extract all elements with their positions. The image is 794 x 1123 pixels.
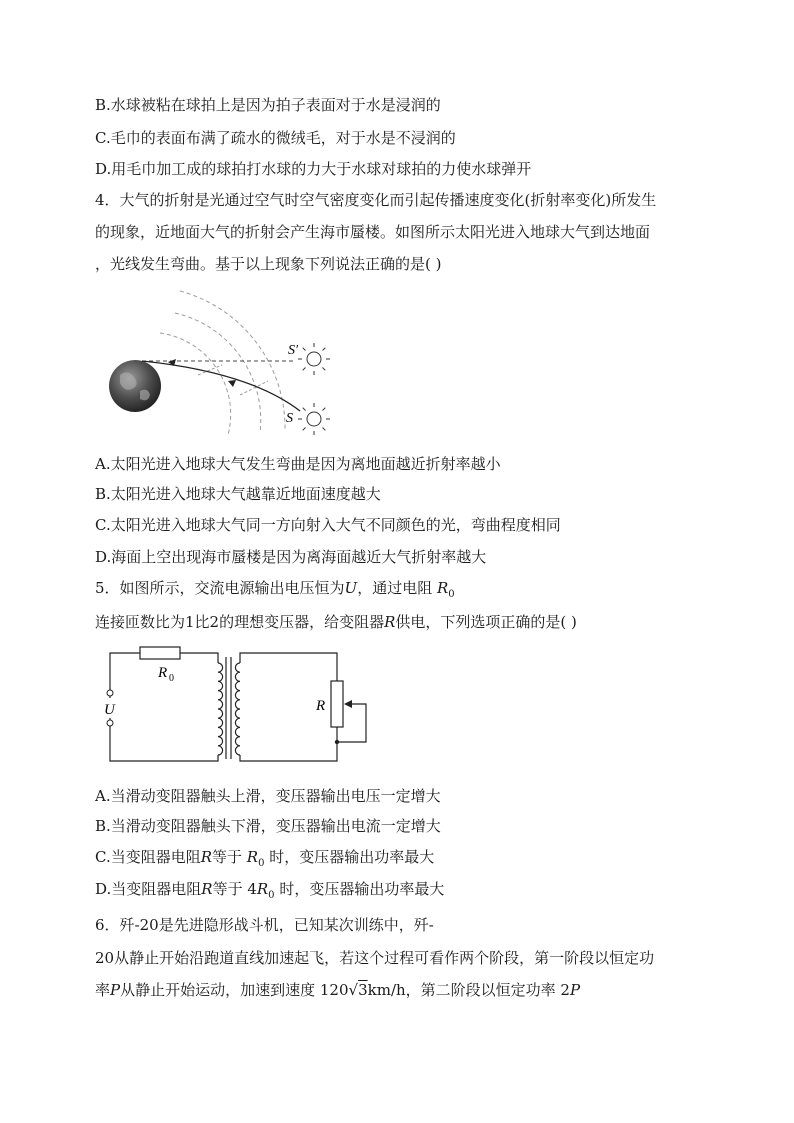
terminal-bottom <box>107 720 113 726</box>
q4-stem-line1: 4．大气的折射是光通过空气时空气密度变化而引起传播速度变化(折射率变化)所发生 <box>95 191 657 209</box>
q5-option-c <box>95 847 434 874</box>
var-r: R <box>384 613 396 631</box>
q6-stem-line1: 6．歼-20是先进隐形战斗机，已知某次训练中，歼- <box>95 916 434 934</box>
atmosphere-layer-inner <box>160 333 231 435</box>
sub-0: 0 <box>448 589 455 600</box>
q5-stem-text-b: ，通过电阻 <box>357 579 437 597</box>
q4-option-d: D.海面上空出现海市蜃楼是因为离海面越近大气折射率越大 <box>95 548 487 566</box>
transformer-circuit-figure <box>100 643 380 773</box>
q6-text-b: 从静止开始运动，加速到速度 120 <box>120 981 349 999</box>
q5c-var-r: R <box>200 848 213 866</box>
q6-sqrt-arg: 3 <box>358 981 368 999</box>
q6-unit: km/h <box>367 981 406 999</box>
q4-option-a: A.太阳光进入地球大气发生弯曲是因为离地面越近折射率越小 <box>95 455 501 473</box>
apparent-sun-icon <box>298 343 330 375</box>
primary-wire-bottom <box>110 718 218 761</box>
q5-stem-line2 <box>95 612 577 632</box>
ray-arrow-2 <box>228 380 236 387</box>
q4-stem-line2: 的现象，近地面大气的折射会产生海市蜃楼。如图所示太阳光进入地球大气到达地面 <box>95 223 651 241</box>
q3-option-c: C.毛巾的表面布满了疏水的微绒毛，对于水是不浸润的 <box>95 129 456 147</box>
label-r: R <box>316 698 326 714</box>
q5-stem-text-d: 供电，下列选项正确的是( ) <box>395 613 577 631</box>
tangent-mark-2 <box>240 381 268 395</box>
q6-stem-line3 <box>95 980 580 1000</box>
primary-wire-left <box>110 653 140 698</box>
q4-option-b: B.太阳光进入地球大气越靠近地面速度越大 <box>95 485 381 503</box>
q6-var-p2: P <box>569 981 581 999</box>
q3-option-d: D.用毛巾加工成的球拍打水球的力大于水球对球拍的力使水球弹开 <box>95 160 532 178</box>
q5d-text-b: 等于 4 <box>212 880 257 898</box>
q4-option-c: C.太阳光进入地球大气同一方向射入大气不同颜色的光，弯曲程度相同 <box>95 516 561 534</box>
real-sun-icon <box>298 403 330 435</box>
secondary-wire-top <box>240 653 337 681</box>
label-s: S <box>286 411 293 426</box>
terminal-top <box>107 690 113 696</box>
q5d-text-c: 时，变压器输出功率最大 <box>274 880 445 898</box>
label-u: U <box>104 702 115 718</box>
label-s-prime: S′ <box>288 343 299 358</box>
q5-stem-line1 <box>95 578 455 605</box>
label-r0: R <box>158 665 168 681</box>
secondary-coil <box>235 663 240 755</box>
sqrt-symbol: √ <box>348 981 359 999</box>
q5c-text-a: C.当变阻器电阻 <box>95 848 201 866</box>
q5d-text-a: D.当变阻器电阻 <box>95 880 202 898</box>
q6-stem-line2: 20从静止开始沿跑道直线加速起飞，若这个过程可看作两个阶段，第一阶段以恒定功 <box>95 949 655 967</box>
rheostat-r <box>331 681 343 727</box>
q5c-text-b: 等于 <box>212 848 247 866</box>
actual-light-ray <box>142 361 300 411</box>
label-r0-sub: 0 <box>169 673 174 684</box>
resistor-r0 <box>140 647 180 659</box>
q6-text-a: 率 <box>95 981 111 999</box>
primary-coil <box>218 663 223 755</box>
atmosphere-layer-middle <box>175 313 261 433</box>
junction-dot <box>335 740 339 744</box>
atmosphere-refraction-figure <box>100 283 340 443</box>
q5c-text-c: 时，变压器输出功率最大 <box>264 848 435 866</box>
q6-var-p: P <box>110 981 121 999</box>
q5d-sub-0: 0 <box>268 890 275 901</box>
var-u: U <box>344 579 358 597</box>
q3-option-b: B.水球被粘在球拍上是因为拍子表面对于水是浸润的 <box>95 96 441 114</box>
q5-stem-text-c: 连接匝数比为1比2的理想变压器，给变阻器 <box>95 613 385 631</box>
q5-option-d <box>95 879 444 906</box>
q5d-var-r: R <box>201 880 213 898</box>
primary-wire-top <box>180 653 218 663</box>
q5d-var-r0: R <box>256 880 269 898</box>
q5-stem-text-a: 5．如图所示，交流电源输出电压恒为 <box>95 579 345 597</box>
q5-option-a: A.当滑动变阻器触头上滑，变压器输出电压一定增大 <box>95 787 441 805</box>
q5c-var-r0: R <box>246 848 259 866</box>
q5c-sub-0: 0 <box>258 858 265 869</box>
q5-option-b: B.当滑动变阻器触头下滑，变压器输出电流一定增大 <box>95 817 441 835</box>
q4-stem-line3: ，光线发生弯曲。基于以上现象下列说法正确的是( ) <box>95 255 442 273</box>
q6-text-c: ，第二阶段以恒定功率 2 <box>405 981 570 999</box>
secondary-wire-bottom <box>240 727 337 761</box>
var-r0: R <box>436 579 449 597</box>
slider-arrow-icon <box>344 700 352 708</box>
